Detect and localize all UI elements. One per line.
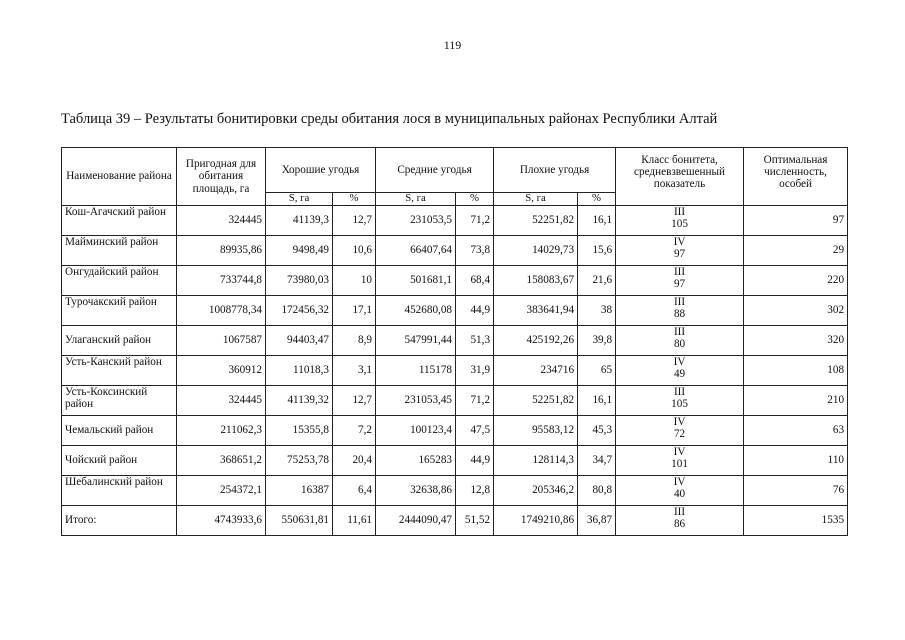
weighted-index: 97: [673, 278, 686, 291]
optimal-number-cell: 76: [744, 476, 848, 506]
poor-area-cell: 52251,82: [494, 386, 578, 416]
district-name: Шебалинский район: [62, 476, 177, 506]
district-name: Кош-Агачский район: [62, 206, 177, 236]
good-pct-cell: 20,4: [333, 446, 376, 476]
medium-pct-cell: 51,3: [456, 326, 494, 356]
table-row: [62, 506, 848, 536]
poor-pct-cell: 16,1: [578, 206, 616, 236]
good-pct-cell: 17,1: [333, 296, 376, 326]
district-name: Майминский район: [62, 236, 177, 266]
poor-area-cell: 383641,94: [494, 296, 578, 326]
medium-area-cell: 100123,4: [376, 416, 456, 446]
bonitet-class: IV: [673, 476, 686, 488]
poor-area-cell: 128114,3: [494, 446, 578, 476]
poor-pct-cell: 80,8: [578, 476, 616, 506]
good-area-cell: 41139,32: [266, 386, 333, 416]
weighted-index: 88: [673, 308, 686, 321]
poor-pct-cell: 21,6: [578, 266, 616, 296]
district-name: Чемальский район: [62, 416, 177, 446]
district-name: Чойский район: [62, 446, 177, 476]
table-row: [62, 386, 848, 416]
table-row: [62, 416, 848, 446]
good-area-cell: 11018,3: [266, 356, 333, 386]
table-row: [62, 326, 848, 356]
good-area-cell: 15355,8: [266, 416, 333, 446]
table-caption: Таблица 39 – Результаты бонитировки среды обитания лося в муниципальных районах Республики Алтай: [61, 111, 718, 127]
district-name: Итого:: [62, 506, 177, 536]
medium-pct-cell: 44,9: [456, 446, 494, 476]
suitable-area-cell: 368651,2: [177, 446, 266, 476]
medium-pct-cell: 73,8: [456, 236, 494, 266]
good-pct-cell: 11,61: [333, 506, 376, 536]
class-cell: [616, 506, 744, 536]
poor-pct-cell: 65: [578, 356, 616, 386]
class-cell: [616, 416, 744, 446]
medium-area-cell: 231053,45: [376, 386, 456, 416]
medium-area-cell: 547991,44: [376, 326, 456, 356]
class-cell: [616, 296, 744, 326]
header-class: Класс бонитета, средневзвешенный показатель: [616, 148, 744, 206]
header-good: Хорошие угодья: [266, 148, 376, 193]
weighted-index: 80: [673, 338, 686, 351]
medium-area-cell: 501681,1: [376, 266, 456, 296]
suitable-area-cell: 324445: [177, 386, 266, 416]
suitable-area-cell: 1067587: [177, 326, 266, 356]
header-poor: Плохие угодья: [494, 148, 616, 193]
suitable-area-cell: 211062,3: [177, 416, 266, 446]
poor-pct-cell: 34,7: [578, 446, 616, 476]
good-area-cell: 75253,78: [266, 446, 333, 476]
suitable-area-cell: 254372,1: [177, 476, 266, 506]
poor-area-cell: 52251,82: [494, 206, 578, 236]
medium-area-cell: 32638,86: [376, 476, 456, 506]
poor-pct-cell: 16,1: [578, 386, 616, 416]
good-pct-cell: 10: [333, 266, 376, 296]
bonitet-class: IV: [673, 416, 686, 428]
table-row: [62, 266, 848, 296]
poor-pct-cell: 45,3: [578, 416, 616, 446]
good-pct-cell: 3,1: [333, 356, 376, 386]
bonitet-class: III: [673, 206, 686, 218]
suitable-area-cell: 89935,86: [177, 236, 266, 266]
good-pct-cell: 10,6: [333, 236, 376, 266]
header-optimal: Оптимальная численность, особей: [744, 148, 848, 206]
good-pct-cell: 8,9: [333, 326, 376, 356]
subheader-medium-area: S, га: [376, 193, 456, 206]
suitable-area-cell: 360912: [177, 356, 266, 386]
optimal-number-cell: 110: [744, 446, 848, 476]
optimal-number-cell: 302: [744, 296, 848, 326]
suitable-area-cell: 1008778,34: [177, 296, 266, 326]
optimal-number-cell: 63: [744, 416, 848, 446]
medium-area-cell: 165283: [376, 446, 456, 476]
class-cell: [616, 476, 744, 506]
district-name: Улаганский район: [62, 326, 177, 356]
poor-area-cell: 1749210,86: [494, 506, 578, 536]
weighted-index: 86: [673, 518, 686, 531]
medium-area-cell: 66407,64: [376, 236, 456, 266]
suitable-area-cell: 4743933,6: [177, 506, 266, 536]
medium-pct-cell: 51,52: [456, 506, 494, 536]
good-pct-cell: 6,4: [333, 476, 376, 506]
table-row: [62, 476, 848, 506]
medium-pct-cell: 31,9: [456, 356, 494, 386]
subheader-poor-area: S, га: [494, 193, 578, 206]
header-district: Наименование района: [62, 148, 177, 206]
medium-area-cell: 231053,5: [376, 206, 456, 236]
class-cell: [616, 446, 744, 476]
table-body: [62, 206, 848, 536]
medium-area-cell: 452680,08: [376, 296, 456, 326]
subheader-medium-pct: %: [456, 193, 494, 206]
optimal-number-cell: 220: [744, 266, 848, 296]
bonitet-class: IV: [673, 236, 686, 248]
poor-area-cell: 205346,2: [494, 476, 578, 506]
poor-area-cell: 95583,12: [494, 416, 578, 446]
good-pct-cell: 12,7: [333, 386, 376, 416]
optimal-number-cell: 29: [744, 236, 848, 266]
table-row: [62, 356, 848, 386]
medium-area-cell: 115178: [376, 356, 456, 386]
bonitet-class: III: [673, 386, 686, 398]
weighted-index: 40: [673, 488, 686, 501]
optimal-number-cell: 320: [744, 326, 848, 356]
poor-pct-cell: 38: [578, 296, 616, 326]
district-name: Онгудайский район: [62, 266, 177, 296]
poor-area-cell: 14029,73: [494, 236, 578, 266]
optimal-number-cell: 97: [744, 206, 848, 236]
poor-area-cell: 425192,26: [494, 326, 578, 356]
bonitet-class: III: [673, 326, 686, 338]
medium-pct-cell: 68,4: [456, 266, 494, 296]
subheader-good-pct: %: [333, 193, 376, 206]
suitable-area-cell: 324445: [177, 206, 266, 236]
bonitet-class: III: [673, 266, 686, 278]
weighted-index: 105: [671, 218, 688, 231]
class-cell: [616, 266, 744, 296]
poor-pct-cell: 39,8: [578, 326, 616, 356]
district-name: Усть-Коксинский район: [62, 386, 177, 416]
optimal-number-cell: 210: [744, 386, 848, 416]
good-area-cell: 16387: [266, 476, 333, 506]
subheader-good-area: S, га: [266, 193, 333, 206]
good-area-cell: 550631,81: [266, 506, 333, 536]
good-area-cell: 172456,32: [266, 296, 333, 326]
district-name: Турочакский район: [62, 296, 177, 326]
medium-pct-cell: 12,8: [456, 476, 494, 506]
suitable-area-cell: 733744,8: [177, 266, 266, 296]
medium-area-cell: 2444090,47: [376, 506, 456, 536]
weighted-index: 105: [671, 398, 688, 411]
poor-area-cell: 234716: [494, 356, 578, 386]
good-area-cell: 73980,03: [266, 266, 333, 296]
subheader-poor-pct: %: [578, 193, 616, 206]
poor-pct-cell: 36,87: [578, 506, 616, 536]
header-suitable-area: Пригодная для обитания площадь, га: [177, 148, 266, 206]
good-pct-cell: 12,7: [333, 206, 376, 236]
page-number: 119: [443, 38, 462, 52]
optimal-number-cell: 1535: [744, 506, 848, 536]
weighted-index: 72: [673, 428, 686, 441]
good-area-cell: 41139,3: [266, 206, 333, 236]
good-area-cell: 9498,49: [266, 236, 333, 266]
good-area-cell: 94403,47: [266, 326, 333, 356]
class-cell: [616, 386, 744, 416]
table-row: [62, 446, 848, 476]
table-row: [62, 206, 848, 236]
bonitet-class: IV: [673, 446, 686, 458]
table-row: [62, 296, 848, 326]
bonitet-class: III: [673, 506, 686, 518]
weighted-index: 49: [673, 368, 686, 381]
class-cell: [616, 206, 744, 236]
medium-pct-cell: 71,2: [456, 386, 494, 416]
optimal-number-cell: 108: [744, 356, 848, 386]
class-cell: [616, 356, 744, 386]
table-row: [62, 236, 848, 266]
poor-area-cell: 158083,67: [494, 266, 578, 296]
medium-pct-cell: 47,5: [456, 416, 494, 446]
bonitet-table: [61, 147, 848, 536]
medium-pct-cell: 44,9: [456, 296, 494, 326]
bonitet-class: IV: [673, 356, 686, 368]
district-name: Усть-Канский район: [62, 356, 177, 386]
class-cell: [616, 326, 744, 356]
good-pct-cell: 7,2: [333, 416, 376, 446]
weighted-index: 97: [673, 248, 686, 261]
medium-pct-cell: 71,2: [456, 206, 494, 236]
bonitet-class: III: [673, 296, 686, 308]
class-cell: [616, 236, 744, 266]
poor-pct-cell: 15,6: [578, 236, 616, 266]
weighted-index: 101: [671, 458, 688, 471]
header-medium: Средние угодья: [376, 148, 494, 193]
